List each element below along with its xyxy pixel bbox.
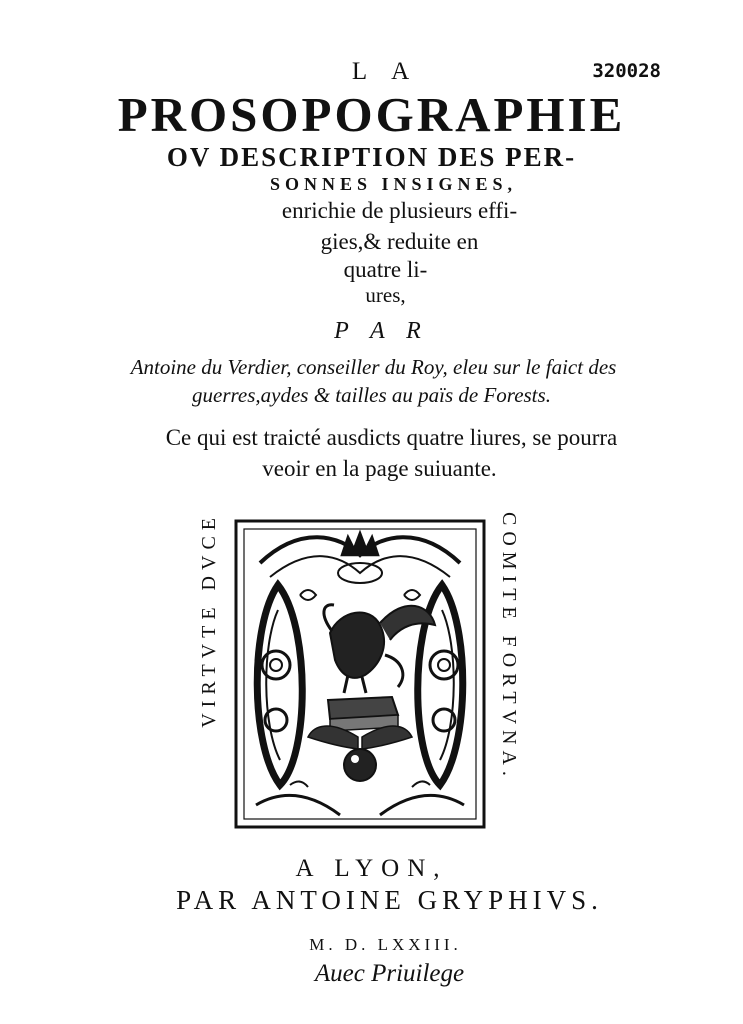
author-line-2: guerres,aydes & tailles au païs de Forests. — [192, 383, 551, 407]
note-line-1: Ce qui est traicté ausdicts quatre liures, se pourra — [165, 425, 618, 450]
right-wing — [362, 726, 412, 749]
motto-left: VIRTVTE DVCE — [198, 512, 220, 728]
griffin — [330, 613, 384, 678]
author-line-1: Antoine du Verdier, conseiller du Roy, eleu sur le faict des — [130, 355, 617, 379]
author-par: P A R — [334, 318, 429, 344]
imprint-privilege: Auec Priuilege — [314, 960, 465, 987]
imprint-year: M. D. LXXIII. — [309, 935, 462, 954]
note-line-2: veoir en la page suiuante. — [262, 456, 497, 481]
imprint-place: A LYON, — [295, 855, 448, 882]
printers-device-griffin — [230, 515, 490, 833]
crown-ornament — [342, 533, 378, 555]
title-line-2: OV DESCRIPTION DES PER- — [166, 142, 577, 172]
griffin-wing — [380, 606, 435, 640]
title-line-7: ures, — [365, 283, 406, 307]
imprint-printer: PAR ANTOINE GRYPHIVS. — [176, 885, 603, 915]
title-line-6: quatre li- — [343, 257, 428, 282]
title-main: PROSOPOGRAPHIE — [117, 87, 626, 142]
left-cartouche — [257, 585, 302, 785]
orb — [344, 749, 376, 781]
title-line-5: gies,& reduite en — [320, 229, 479, 254]
title-line-4: enrichie de plusieurs effi- — [281, 198, 518, 223]
motto-right: COMITE FORTVNA. — [498, 512, 520, 782]
shelfmark-number: 320028 — [592, 60, 661, 82]
title-line-3: SONNES INSIGNES, — [269, 174, 518, 194]
title-article: L A — [351, 58, 420, 85]
